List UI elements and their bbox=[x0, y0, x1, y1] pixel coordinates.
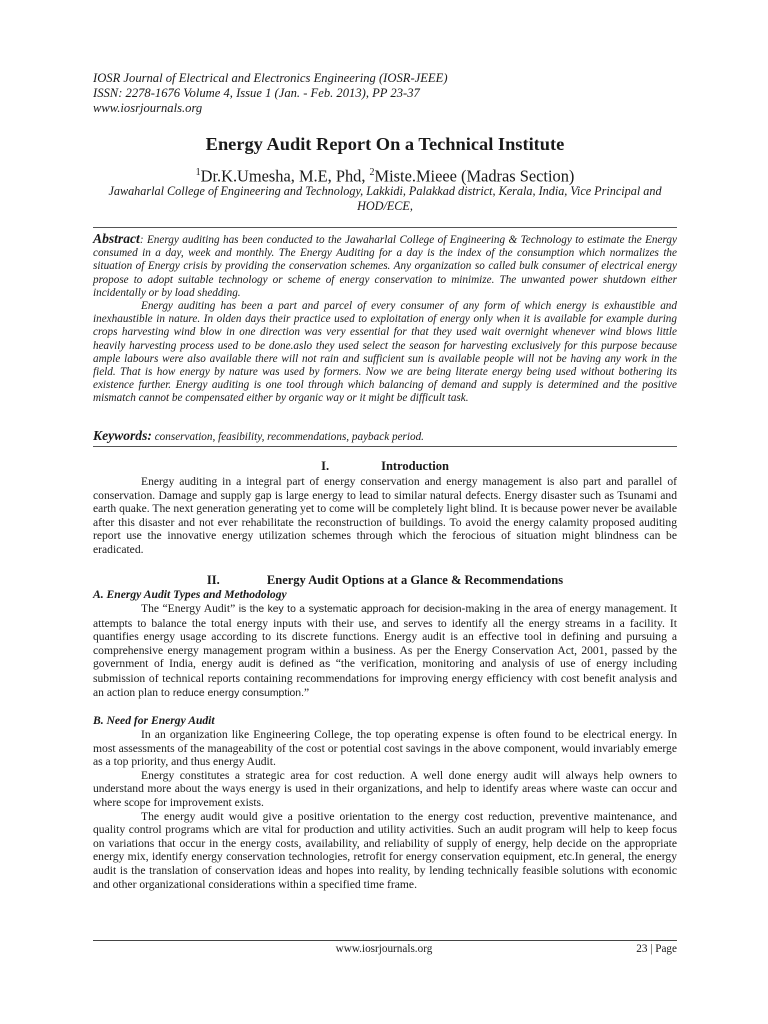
abstract-paragraph-2: Energy auditing has been a part and parcel of every consumer of any form of which energy is exhaustible and inexhaustible in nature. In olden days their practice used to exploitation of energy only when it is available for example during crops harvesting wind blow in one direction was very essential for that they used wait overnight whenever wind blows little heavily harvesting process used to be done.aslo they used select the season for harvesting exclusively for this purpose because ample labours were also available there will not rain and sufficient sun is available people will not be having any work in the field. That is how energy by nature was used by formers. Now we are being literate energy being used without bothering its existence further. Energy auditing is one tool through which balancing of demand and supply is determined and the positive mismatch cannot be compensated either by organic way or it might be difficult task. bbox=[93, 300, 677, 405]
abstract-bottom-rule bbox=[93, 446, 677, 447]
subsection-b-paragraph-2: Energy constitutes a strategic area for cost reduction. A well done energy audit will always help owners to understand more about the ways energy is used in their organizations, and help to identify areas where waste can occur and where scope for improvement exists. bbox=[93, 768, 677, 809]
section-2-title: Energy Audit Options at a Glance & Recommendations bbox=[266, 573, 564, 587]
abstract-paragraph-1 bbox=[93, 232, 677, 300]
paper-title: Energy Audit Report On a Technical Institute bbox=[205, 134, 565, 154]
subsection-a-text-post: “the verification, monitoring and analysis of use of energy including submission of technical reports containing recommendations for improving energy efficiency with cost benefit analysis and an action plan to bbox=[93, 657, 677, 699]
subsection-b-paragraph-1: In an organization like Engineering College, the top operating expense is often found to be electrical energy. In most assessments of the manageability of the cost or potential cost savings in the above component, would invariably emerge as a top priority, and thus energy Audit. bbox=[93, 728, 677, 769]
subsection-a-text-mono1: is the key to a systematic approach for decision bbox=[238, 604, 462, 615]
section-1-body bbox=[93, 475, 677, 557]
subsection-b-paragraph-3: The energy audit would give a positive orientation to the energy cost reduction, preventive maintenance, and quality control programs which are vital for production and utility activities. Such an audit program will help to keep focus on variations that occur in the energy costs, availability, and reliability of supply of energy, help decide on the appropriate energy mix, identify energy conservation technologies, retrofit for energy conservation equipment, etc.In general, the energy audit is the translation of conservation ideas and hopes into reality, by lending technically feasible solutions with economic and other organizational considerations within a specified time frame. bbox=[93, 809, 677, 891]
section-1-title: Introduction bbox=[381, 459, 449, 473]
author1-affil-mark: 1 bbox=[195, 167, 201, 178]
abstract-top-rule bbox=[93, 227, 677, 228]
section-1-paragraph-1: Energy auditing in a integral part of energy conservation and energy management is also part and parallel of conservation. Damage and supply gap is large energy to lead to similar natural defects. Energy disaster such as Tsunami and earth quake. The next generation generating yet to come will be completely light blind. It is because power never be available after this disaster and not ever rehabilitate the reconstruction of buildings. To avoid the energy calamity proposed auditing report use the innovative energy utilization schemes through which the ferocious of situation might blindness can be eradicated. bbox=[93, 475, 677, 556]
journal-url: www.iosrjournals.org bbox=[93, 101, 203, 115]
author2-affil-mark: 2 bbox=[369, 167, 375, 178]
author2-name: Miste.Mieee (Madras Section) bbox=[374, 166, 575, 186]
footer-rule bbox=[93, 940, 677, 941]
journal-header bbox=[93, 71, 683, 116]
subsection-b-heading: B. Need for Energy Audit bbox=[93, 714, 215, 727]
journal-issn: ISSN: 2278-1676 Volume 4, Issue 1 (Jan. - Feb. 2013), PP 23-37 bbox=[93, 86, 420, 100]
subsection-a-text-end: ” bbox=[303, 685, 310, 699]
subsection-a-heading: A. Energy Audit Types and Methodology bbox=[93, 588, 287, 601]
abstract-label: Abstract bbox=[93, 231, 140, 246]
journal-name: IOSR Journal of Electrical and Electronics Engineering (IOSR-JEEE) bbox=[93, 71, 448, 85]
subsection-b-body bbox=[93, 728, 677, 891]
page-number: 23 | Page bbox=[636, 943, 677, 955]
subsection-a-text-mid: -making in the area of energy management. It attempts to balance the total energy inputs with their use, and serves to identify all the energy streams in a facility. It quantifies energy usage according to its discrete functions. Energy audit is an effective tool in defining and pursuing a comprehensive energy management program within a business. As per the Energy Conservation Act, 2001, passed by the government of India, energy bbox=[93, 602, 678, 671]
subsection-a-paragraph-1 bbox=[93, 602, 677, 700]
abstract bbox=[93, 232, 677, 406]
section-2-number: II. bbox=[206, 573, 220, 587]
keywords-label: Keywords: bbox=[93, 428, 152, 443]
section-1-heading bbox=[93, 459, 677, 474]
subsection-a-body bbox=[93, 602, 677, 700]
affiliation: Jawaharlal College of Engineering and Technology, Lakkidi, Palakkad district, Kerala, India, Vice Principal and HOD/ECE, bbox=[108, 184, 662, 213]
section-2-heading bbox=[93, 573, 677, 588]
footer-url: www.iosrjournals.org bbox=[335, 943, 433, 955]
subsection-a-text-pre: The “Energy Audit” bbox=[141, 602, 239, 615]
author-line bbox=[93, 163, 677, 186]
keywords-text: conservation, feasibility, recommendations, payback period. bbox=[151, 431, 424, 443]
section-1-number: I. bbox=[321, 459, 330, 473]
keywords bbox=[93, 429, 677, 444]
author1-name: Dr.K.Umesha, M.E, Phd, bbox=[200, 166, 370, 186]
abstract-text-1: : Energy auditing has been conducted to the Jawaharlal College of Engineering & Technology to estimate the Energy consumed in a day, week and monthly. The Energy Auditing for a day is the index of the consumption which normalizes the situation of Energy crisis by providing the conservation schemes. Any organization so called bulk consumer of electrical energy propose to adopt suitable technology or scheme of energy conservation to minimize. The unwanted power shutdown either incidentally or by load shedding. bbox=[93, 234, 677, 299]
subsection-a-text-mono3: reduce energy consumption. bbox=[172, 687, 304, 699]
subsection-a-text-mono2: audit is defined as bbox=[238, 659, 331, 671]
